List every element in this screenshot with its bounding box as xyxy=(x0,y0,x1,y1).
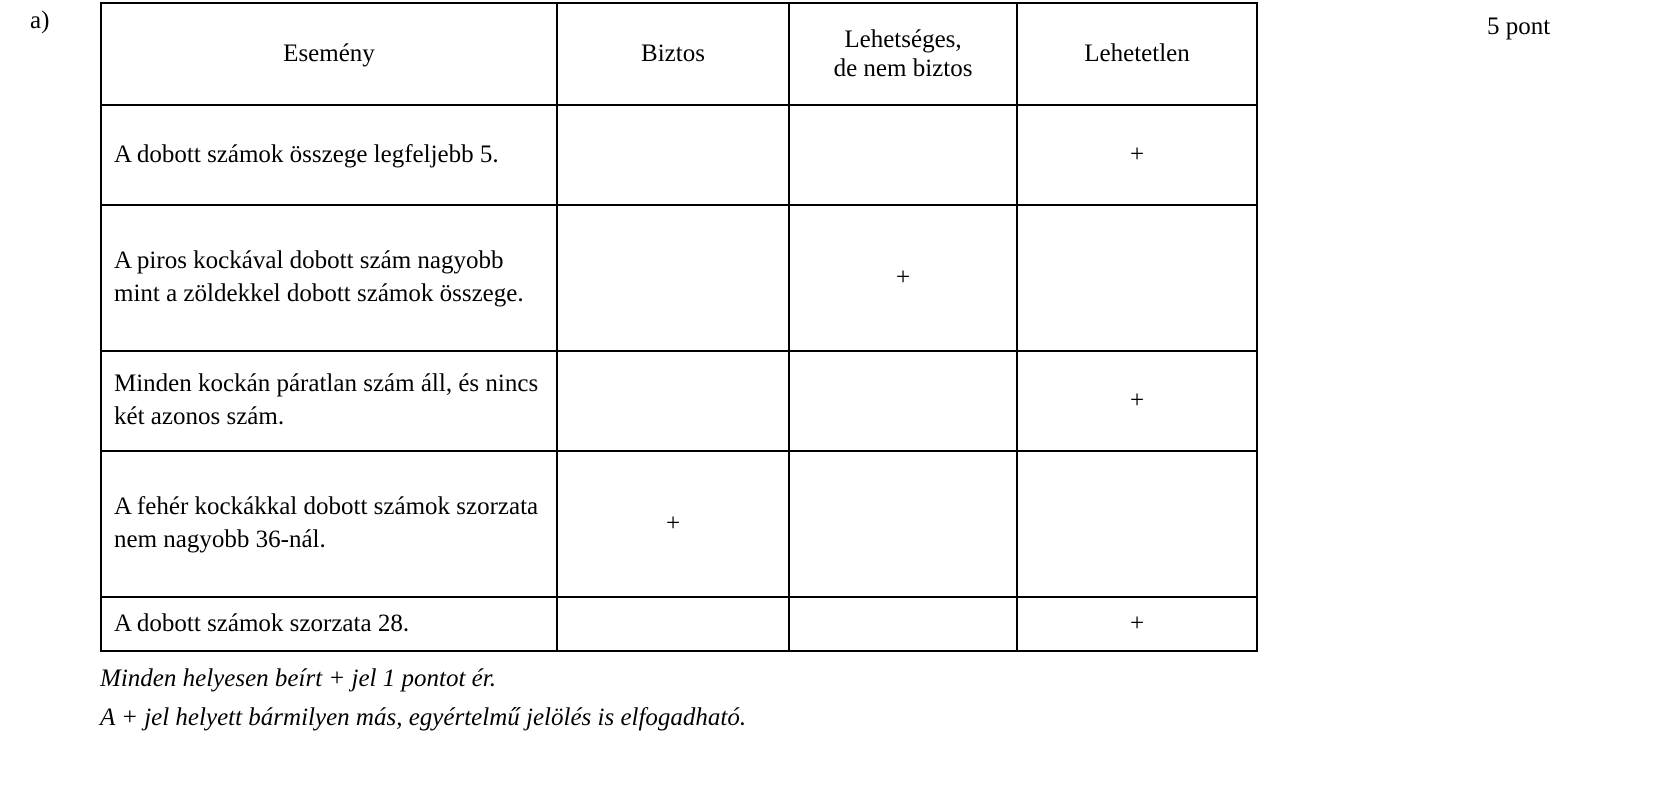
cell-certain-mark[interactable] xyxy=(557,351,789,451)
cell-possible-mark[interactable]: + xyxy=(789,205,1017,351)
cell-event: A piros kockával dobott szám nagyobb mint a zöldekkel dobott számok összege. xyxy=(101,205,557,351)
column-header-possible-line1: Lehetséges, xyxy=(844,25,962,53)
cell-impossible-mark[interactable]: + xyxy=(1017,597,1257,651)
scoring-note-line-2: A + jel helyett bármilyen más, egyértelmű jelölés is elfogadható. xyxy=(100,703,747,731)
cell-possible-mark[interactable] xyxy=(789,351,1017,451)
cell-possible-mark[interactable] xyxy=(789,451,1017,597)
table-row xyxy=(101,597,1257,651)
cell-certain-mark[interactable] xyxy=(557,105,789,205)
table-row xyxy=(101,451,1257,597)
column-header-event: Esemény xyxy=(101,3,557,105)
cell-impossible-mark[interactable] xyxy=(1017,205,1257,351)
cell-impossible-mark[interactable]: + xyxy=(1017,351,1257,451)
scoring-note-line-1: Minden helyesen beírt + jel 1 pontot ér. xyxy=(100,665,496,692)
table-body xyxy=(101,105,1257,651)
table-header-row-group xyxy=(101,3,1257,105)
cell-event: A dobott számok szorzata 28. xyxy=(101,597,557,651)
exercise-item-label: a) xyxy=(30,7,50,34)
cell-impossible-mark[interactable]: + xyxy=(1017,105,1257,205)
probability-table-wrapper xyxy=(100,2,1256,652)
cell-event: A dobott számok összege legfeljebb 5. xyxy=(101,105,557,205)
cell-certain-mark[interactable] xyxy=(557,597,789,651)
cell-possible-mark[interactable] xyxy=(789,105,1017,205)
column-header-impossible: Lehetetlen xyxy=(1017,3,1257,105)
cell-certain-mark[interactable]: + xyxy=(557,451,789,597)
table-row xyxy=(101,351,1257,451)
cell-impossible-mark[interactable] xyxy=(1017,451,1257,597)
cell-event: Minden kockán páratlan szám áll, és nincs két azonos szám. xyxy=(101,351,557,451)
table-header-row xyxy=(101,3,1257,105)
cell-event: A fehér kockákkal dobott számok szorzata nem nagyobb 36-nál. xyxy=(101,451,557,597)
probability-table xyxy=(100,2,1258,652)
column-header-possible-line2: de nem biztos xyxy=(833,55,973,82)
cell-possible-mark[interactable] xyxy=(789,597,1017,651)
table-row xyxy=(101,105,1257,205)
cell-certain-mark[interactable] xyxy=(557,205,789,351)
exercise-points: 5 pont xyxy=(1487,13,1551,40)
scoring-notes xyxy=(100,660,746,738)
column-header-possible xyxy=(789,3,1017,105)
column-header-certain: Biztos xyxy=(557,3,789,105)
table-row xyxy=(101,205,1257,351)
